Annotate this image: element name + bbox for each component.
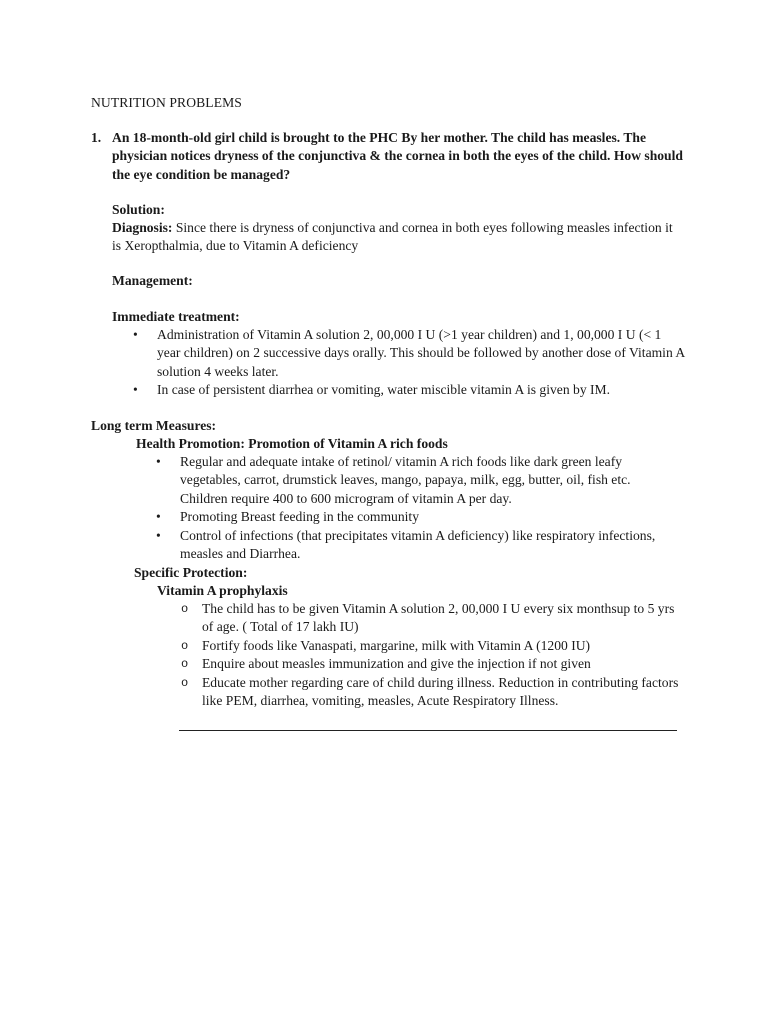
- management-label: Management:: [112, 273, 193, 288]
- list-item: o Fortify foods like Vanaspati, margarine, milk with Vitamin A (1200 IU): [202, 637, 682, 655]
- health-promotion-label: Health Promotion: Promotion of Vitamin A rich foods: [136, 436, 448, 451]
- health-promotion-list: [180, 453, 680, 563]
- document-title: NUTRITION PROBLEMS: [91, 95, 242, 110]
- list-item: o The child has to be given Vitamin A solution 2, 00,000 I U every six monthsup to 5 yrs of age. ( Total of 17 lakh IU): [202, 600, 682, 637]
- list-item: • Administration of Vitamin A solution 2, 00,000 I U (>1 year children) and 1, 00,000 I U (< 1 year children) on 2 successive days orally. This should be followed by another dose of Vitamin A solution 4 weeks later.: [157, 326, 687, 381]
- diagnosis-text: Since there is dryness of conjunctiva and cornea in both eyes following measles infection it is Xeropthalmia, due to Vitamin A deficiency: [112, 220, 673, 254]
- list-item: • Promoting Breast feeding in the community: [180, 508, 680, 526]
- specific-protection-label: Specific Protection:: [134, 565, 248, 580]
- diagnosis-label: Diagnosis:: [112, 220, 173, 235]
- question-text: An 18-month-old girl child is brought to the PHC By her mother. The child has measles. The physician notices dryness of the conjunctiva & the cornea in both the eyes of the child. How should the eye condition be managed?: [112, 130, 683, 182]
- horizontal-rule: [179, 730, 677, 731]
- question-number: 1.: [91, 130, 102, 145]
- list-item: • Regular and adequate intake of retinol/ vitamin A rich foods like dark green leafy vegetables, carrot, drumstick leaves, mango, papaya, milk, egg, butter, oil, fish etc. Children require 400 to 600 microgram of vitamin A per day.: [180, 453, 680, 508]
- prophylaxis-label: Vitamin A prophylaxis: [157, 583, 288, 598]
- list-item: • In case of persistent diarrhea or vomiting, water miscible vitamin A is given by IM.: [157, 381, 687, 399]
- list-item: o Educate mother regarding care of child during illness. Reduction in contributing factors like PEM, diarrhea, vomiting, measles, Acute Respiratory Illness.: [202, 674, 682, 711]
- immediate-treatment-label: Immediate treatment:: [112, 309, 240, 324]
- diagnosis-paragraph: [112, 219, 682, 256]
- solution-label: Solution:: [112, 202, 165, 217]
- list-item: • Control of infections (that precipitates vitamin A deficiency) like respiratory infections, measles and Diarrhea.: [180, 527, 680, 564]
- list-item: o Enquire about measles immunization and give the injection if not given: [202, 655, 682, 673]
- prophylaxis-list: [202, 600, 682, 710]
- immediate-treatment-list: [157, 326, 687, 400]
- long-term-label: Long term Measures:: [91, 418, 217, 433]
